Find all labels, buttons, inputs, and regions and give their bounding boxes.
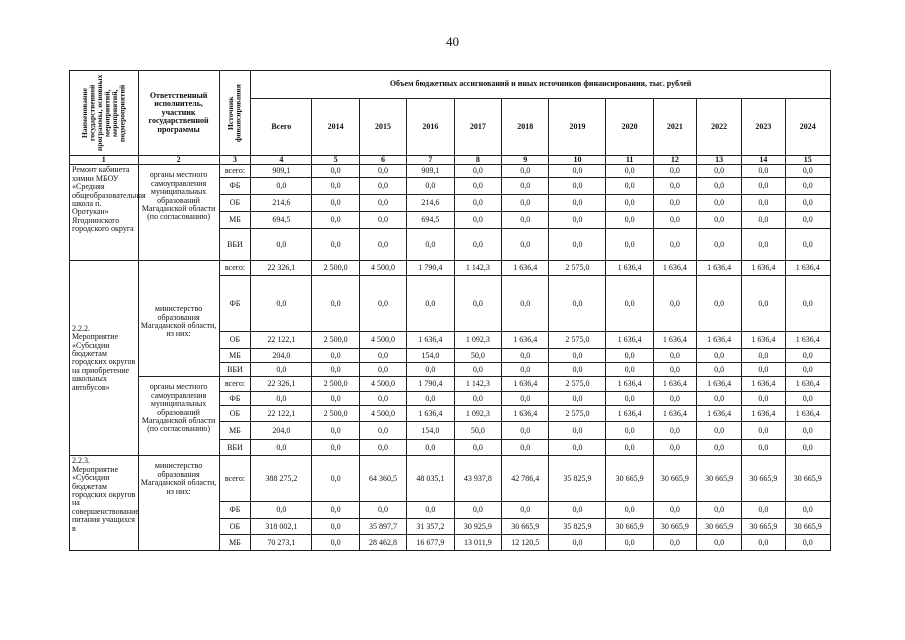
amount-cell: 0,0 [251,363,312,377]
amount-cell: 2 500,0 [312,377,359,392]
column-index: 6 [359,156,406,165]
table-row [70,165,831,178]
amount-cell: 0,0 [549,212,606,229]
amount-cell: 0,0 [653,195,696,212]
amount-cell: 30 665,9 [785,519,830,535]
amount-cell: 0,0 [407,440,454,456]
amount-cell: 1 636,4 [697,261,742,276]
amount-cell: 1 636,4 [785,261,830,276]
amount-cell: 0,0 [407,392,454,406]
amount-cell: 0,0 [785,363,830,377]
amount-cell: 0,0 [312,422,359,440]
amount-cell: 0,0 [653,422,696,440]
amount-cell: 0,0 [697,276,742,332]
amount-cell: 30 665,9 [606,456,653,502]
amount-cell: 0,0 [359,212,406,229]
column-index: 7 [407,156,454,165]
amount-cell: 0,0 [606,392,653,406]
amount-cell: 0,0 [312,456,359,502]
amount-cell: 0,0 [359,363,406,377]
amount-cell: 0,0 [653,276,696,332]
amount-cell: 22 326,1 [251,377,312,392]
funding-source: ФБ [219,178,251,195]
column-index: 5 [312,156,359,165]
amount-cell: 0,0 [653,229,696,261]
funding-source: ОБ [219,519,251,535]
amount-cell: 0,0 [785,502,830,519]
amount-cell: 0,0 [606,229,653,261]
amount-cell: 0,0 [359,229,406,261]
year-header: 2022 [697,99,742,156]
amount-cell: 0,0 [606,535,653,551]
amount-cell: 0,0 [312,229,359,261]
funding-source: ФБ [219,392,251,406]
amount-cell: 1 636,4 [742,332,785,349]
amount-cell: 0,0 [502,422,549,440]
amount-cell: 1 636,4 [653,406,696,422]
year-header: Всего [251,99,312,156]
amount-cell: 0,0 [742,212,785,229]
amount-cell: 1 142,3 [454,261,501,276]
amount-cell: 2 500,0 [312,332,359,349]
amount-cell: 30 665,9 [742,456,785,502]
amount-cell: 1 636,4 [606,406,653,422]
amount-cell: 2 500,0 [312,261,359,276]
amount-cell: 0,0 [407,363,454,377]
amount-cell: 2 575,0 [549,377,606,392]
amount-cell: 35 897,7 [359,519,406,535]
funding-source: МБ [219,212,251,229]
amount-cell: 0,0 [312,440,359,456]
amount-cell: 22 122,1 [251,332,312,349]
amount-cell: 0,0 [359,165,406,178]
year-header: 2020 [606,99,653,156]
amount-cell: 0,0 [454,440,501,456]
amount-cell: 154,0 [407,422,454,440]
amount-cell: 0,0 [251,440,312,456]
funding-source: ВБИ [219,440,251,456]
amount-cell: 1 636,4 [606,377,653,392]
amount-cell: 0,0 [606,363,653,377]
amount-cell: 2 500,0 [312,406,359,422]
amount-cell: 0,0 [502,363,549,377]
amount-cell: 0,0 [454,229,501,261]
year-header: 2019 [549,99,606,156]
amount-cell: 0,0 [653,535,696,551]
amount-cell: 0,0 [454,195,501,212]
funding-source: МБ [219,422,251,440]
amount-cell: 0,0 [785,440,830,456]
activity-name: 2.2.3. Мероприятие «Субсидии бюджетам городских округов на совершенствование питания учащихся в [70,456,139,551]
amount-cell: 0,0 [502,212,549,229]
amount-cell: 0,0 [251,178,312,195]
amount-cell: 1 790,4 [407,261,454,276]
amount-cell: 214,6 [407,195,454,212]
activity-name: Ремонт кабинета химии МБОУ «Средняя общеобразовательная школа п. Оротукан» Ягоднинского городского округа [70,165,139,261]
amount-cell: 1 636,4 [785,377,830,392]
amount-cell: 0,0 [549,229,606,261]
amount-cell: 0,0 [742,349,785,363]
amount-cell: 0,0 [697,195,742,212]
amount-cell: 1 142,3 [454,377,501,392]
amount-cell: 0,0 [454,363,501,377]
column-index: 4 [251,156,312,165]
amount-cell: 0,0 [697,535,742,551]
funding-source: ФБ [219,502,251,519]
funding-source: всего: [219,165,251,178]
amount-cell: 0,0 [785,178,830,195]
amount-cell: 1 636,4 [502,406,549,422]
amount-cell: 694,5 [251,212,312,229]
amount-cell: 43 937,8 [454,456,501,502]
amount-cell: 0,0 [742,363,785,377]
amount-cell: 0,0 [785,195,830,212]
amount-cell: 4 500,0 [359,332,406,349]
amount-cell: 0,0 [697,349,742,363]
amount-cell: 1 636,4 [653,261,696,276]
year-header: 2024 [785,99,830,156]
amount-cell: 0,0 [742,440,785,456]
amount-cell: 0,0 [697,502,742,519]
year-header: 2023 [742,99,785,156]
amount-cell: 0,0 [653,392,696,406]
amount-cell: 0,0 [502,195,549,212]
amount-cell: 0,0 [454,502,501,519]
amount-cell: 0,0 [606,178,653,195]
amount-cell: 0,0 [251,229,312,261]
funding-source: ОБ [219,406,251,422]
amount-cell: 0,0 [785,349,830,363]
amount-cell: 16 677,9 [407,535,454,551]
activity-name: 2.2.2. Мероприятие «Субсидии бюджетам городских округов на приобретение школьных автобусов» [70,261,139,456]
amount-cell: 0,0 [549,195,606,212]
amount-cell: 0,0 [454,178,501,195]
year-header: 2015 [359,99,406,156]
amount-cell: 204,0 [251,422,312,440]
amount-cell: 50,0 [454,349,501,363]
header-name: Наименование государственной программы, основных мероприятий, мероприятий, подмероприятий [70,71,139,156]
amount-cell: 154,0 [407,349,454,363]
amount-cell: 388 275,2 [251,456,312,502]
amount-cell: 0,0 [606,502,653,519]
amount-cell: 0,0 [742,392,785,406]
amount-cell: 12 120,5 [502,535,549,551]
amount-cell: 0,0 [549,502,606,519]
amount-cell: 0,0 [407,229,454,261]
amount-cell: 4 500,0 [359,261,406,276]
column-index: 10 [549,156,606,165]
amount-cell: 2 575,0 [549,332,606,349]
amount-cell: 1 636,4 [785,332,830,349]
amount-cell: 0,0 [742,422,785,440]
amount-cell: 0,0 [312,165,359,178]
amount-cell: 0,0 [653,502,696,519]
amount-cell: 0,0 [312,363,359,377]
amount-cell: 30 665,9 [785,456,830,502]
amount-cell: 0,0 [312,195,359,212]
amount-cell: 30 665,9 [606,519,653,535]
funding-source: всего: [219,377,251,392]
column-index: 11 [606,156,653,165]
amount-cell: 1 636,4 [697,406,742,422]
amount-cell: 0,0 [359,349,406,363]
amount-cell: 0,0 [742,165,785,178]
amount-cell: 0,0 [653,440,696,456]
table-row [70,261,831,276]
amount-cell: 1 636,4 [653,332,696,349]
amount-cell: 2 575,0 [549,406,606,422]
column-index: 15 [785,156,830,165]
amount-cell: 30 665,9 [653,519,696,535]
amount-cell: 0,0 [407,276,454,332]
amount-cell: 0,0 [359,276,406,332]
amount-cell: 0,0 [549,392,606,406]
amount-cell: 0,0 [742,195,785,212]
amount-cell: 4 500,0 [359,377,406,392]
amount-cell: 0,0 [697,212,742,229]
amount-cell: 0,0 [312,392,359,406]
amount-cell: 0,0 [742,276,785,332]
amount-cell: 0,0 [653,165,696,178]
amount-cell: 0,0 [312,502,359,519]
amount-cell: 0,0 [697,178,742,195]
amount-cell: 0,0 [697,422,742,440]
amount-cell: 0,0 [502,276,549,332]
amount-cell: 1 636,4 [606,332,653,349]
amount-cell: 1 636,4 [502,377,549,392]
amount-cell: 909,1 [407,165,454,178]
amount-cell: 30 665,9 [742,519,785,535]
amount-cell: 0,0 [785,422,830,440]
amount-cell: 1 636,4 [653,377,696,392]
amount-cell: 64 360,5 [359,456,406,502]
amount-cell: 30 665,9 [697,519,742,535]
amount-cell: 22 326,1 [251,261,312,276]
amount-cell: 1 636,4 [742,406,785,422]
funding-source: МБ [219,349,251,363]
amount-cell: 0,0 [359,440,406,456]
funding-source: МБ [219,535,251,551]
amount-cell: 0,0 [549,276,606,332]
amount-cell: 0,0 [549,535,606,551]
amount-cell: 214,6 [251,195,312,212]
amount-cell: 0,0 [606,212,653,229]
amount-cell: 0,0 [742,535,785,551]
amount-cell: 1 636,4 [785,406,830,422]
amount-cell: 0,0 [549,165,606,178]
header-volume: Объем бюджетных ассигнований и иных источников финансирования, тыс. рублей [251,71,831,99]
amount-cell: 0,0 [502,178,549,195]
amount-cell: 0,0 [251,502,312,519]
amount-cell: 30 665,9 [697,456,742,502]
responsible-executor: органы местного самоуправления муниципальных образований Магаданской области (по согласованию) [138,377,219,456]
responsible-executor: министерство образования Магаданской области, из них: [138,261,219,377]
responsible-executor: министерство образования Магаданской области, из них: [138,456,219,551]
amount-cell: 0,0 [697,440,742,456]
amount-cell: 1 636,4 [502,261,549,276]
amount-cell: 0,0 [502,349,549,363]
amount-cell: 0,0 [606,440,653,456]
amount-cell: 0,0 [407,502,454,519]
column-index: 14 [742,156,785,165]
amount-cell: 0,0 [785,165,830,178]
amount-cell: 0,0 [312,349,359,363]
amount-cell: 204,0 [251,349,312,363]
amount-cell: 0,0 [312,535,359,551]
header-responsible: Ответственный исполнитель, участник государственной программы [138,71,219,156]
amount-cell: 30 665,9 [502,519,549,535]
amount-cell: 0,0 [454,165,501,178]
amount-cell: 0,0 [653,363,696,377]
amount-cell: 0,0 [785,276,830,332]
amount-cell: 909,1 [251,165,312,178]
amount-cell: 1 636,4 [407,406,454,422]
amount-cell: 1 636,4 [606,261,653,276]
budget-table [69,70,831,551]
amount-cell: 0,0 [606,349,653,363]
amount-cell: 0,0 [312,519,359,535]
amount-cell: 0,0 [549,422,606,440]
amount-cell: 1 636,4 [742,261,785,276]
amount-cell: 0,0 [502,229,549,261]
amount-cell: 0,0 [697,363,742,377]
amount-cell: 0,0 [312,276,359,332]
amount-cell: 0,0 [606,165,653,178]
amount-cell: 1 636,4 [502,332,549,349]
amount-cell: 31 357,2 [407,519,454,535]
year-header: 2021 [653,99,696,156]
amount-cell: 0,0 [251,276,312,332]
amount-cell: 0,0 [653,349,696,363]
year-header: 2016 [407,99,454,156]
amount-cell: 30 665,9 [653,456,696,502]
year-header: 2017 [454,99,501,156]
amount-cell: 0,0 [502,165,549,178]
amount-cell: 1 636,4 [697,377,742,392]
amount-cell: 0,0 [454,212,501,229]
amount-cell: 1 092,3 [454,406,501,422]
funding-source: ОБ [219,332,251,349]
amount-cell: 0,0 [549,349,606,363]
header-source: Источник финансирования [219,71,251,156]
amount-cell: 0,0 [785,535,830,551]
table-row [70,456,831,502]
amount-cell: 0,0 [407,178,454,195]
amount-cell: 13 011,9 [454,535,501,551]
amount-cell: 4 500,0 [359,406,406,422]
year-header: 2018 [502,99,549,156]
amount-cell: 48 035,1 [407,456,454,502]
amount-cell: 0,0 [606,195,653,212]
amount-cell: 0,0 [742,229,785,261]
amount-cell: 0,0 [785,392,830,406]
amount-cell: 0,0 [549,440,606,456]
amount-cell: 0,0 [606,422,653,440]
amount-cell: 2 575,0 [549,261,606,276]
amount-cell: 0,0 [549,178,606,195]
column-index: 1 [70,156,139,165]
funding-source: всего: [219,261,251,276]
amount-cell: 35 825,9 [549,519,606,535]
amount-cell: 1 636,4 [697,332,742,349]
amount-cell: 0,0 [502,502,549,519]
amount-cell: 0,0 [697,165,742,178]
year-header: 2014 [312,99,359,156]
amount-cell: 0,0 [454,392,501,406]
amount-cell: 0,0 [606,276,653,332]
amount-cell: 42 786,4 [502,456,549,502]
responsible-executor: органы местного самоуправления муниципальных образований Магаданской области (по согласованию) [138,165,219,261]
amount-cell: 0,0 [359,392,406,406]
column-index: 13 [697,156,742,165]
amount-cell: 0,0 [502,392,549,406]
funding-source: ОБ [219,195,251,212]
amount-cell: 1 092,3 [454,332,501,349]
amount-cell: 0,0 [312,178,359,195]
amount-cell: 0,0 [697,392,742,406]
amount-cell: 0,0 [549,363,606,377]
amount-cell: 694,5 [407,212,454,229]
amount-cell: 0,0 [312,212,359,229]
amount-cell: 0,0 [359,422,406,440]
table-row [70,377,831,392]
funding-source: ФБ [219,276,251,332]
amount-cell: 22 122,1 [251,406,312,422]
page-number: 40 [446,34,459,49]
column-index: 12 [653,156,696,165]
amount-cell: 0,0 [359,178,406,195]
amount-cell: 0,0 [742,502,785,519]
amount-cell: 0,0 [359,502,406,519]
amount-cell: 0,0 [785,229,830,261]
amount-cell: 1 636,4 [407,332,454,349]
column-index: 3 [219,156,251,165]
amount-cell: 1 636,4 [742,377,785,392]
amount-cell: 28 462,8 [359,535,406,551]
column-index: 8 [454,156,501,165]
column-index: 2 [138,156,219,165]
funding-source: ВБИ [219,363,251,377]
funding-source: всего: [219,456,251,502]
amount-cell: 0,0 [785,212,830,229]
amount-cell: 0,0 [454,276,501,332]
amount-cell: 0,0 [251,392,312,406]
amount-cell: 318 002,1 [251,519,312,535]
amount-cell: 0,0 [742,178,785,195]
amount-cell: 70 273,1 [251,535,312,551]
amount-cell: 0,0 [653,178,696,195]
amount-cell: 35 825,9 [549,456,606,502]
amount-cell: 0,0 [359,195,406,212]
funding-source: ВБИ [219,229,251,261]
amount-cell: 0,0 [502,440,549,456]
amount-cell: 50,0 [454,422,501,440]
column-index: 9 [502,156,549,165]
amount-cell: 0,0 [697,229,742,261]
amount-cell: 30 925,9 [454,519,501,535]
amount-cell: 1 790,4 [407,377,454,392]
amount-cell: 0,0 [653,212,696,229]
